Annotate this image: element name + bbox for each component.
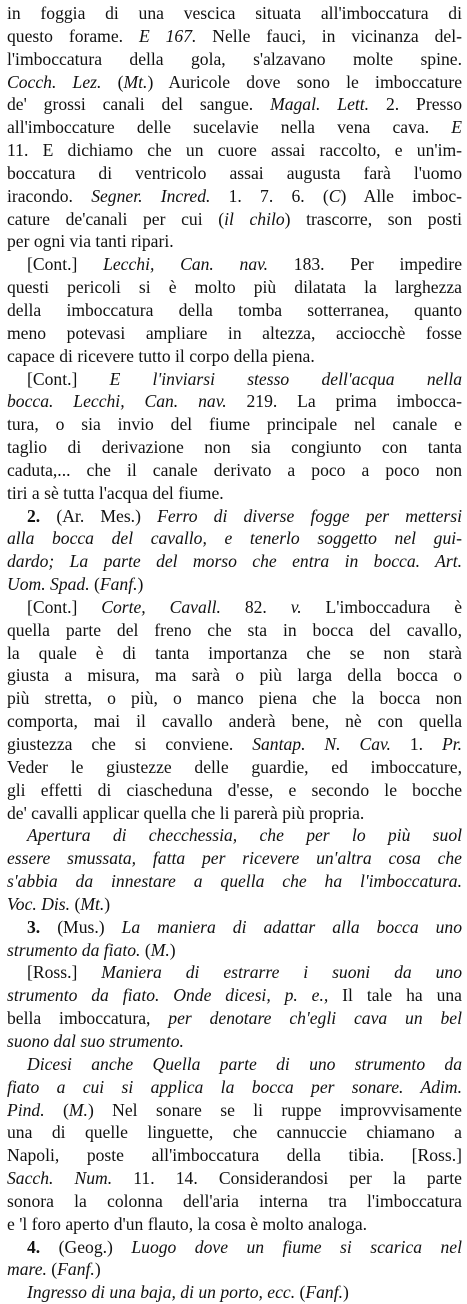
text-segment: 11. 14. Considerandosi per la parte	[112, 1168, 462, 1189]
text-segment: 2. Presso	[369, 94, 462, 115]
text-segment: E dichiamo che un cuore assai raccolto, e un'im-	[28, 140, 462, 161]
text-segment: 219. La prima imbocca-	[226, 391, 462, 412]
text-segment: (	[140, 939, 151, 960]
text-segment: (	[46, 1259, 58, 1280]
text-segment: della imboccatura della tomba sotterranea, quanto	[7, 299, 462, 320]
text-line	[7, 1076, 462, 1099]
italic-text: M.	[68, 1099, 88, 1120]
italic-text: Cocch. Lez.	[7, 71, 102, 92]
text-segment: ) Alle imboc-	[340, 185, 462, 206]
text-line	[7, 116, 462, 139]
italic-text: Voc. Dis.	[7, 893, 71, 914]
text-line	[7, 550, 462, 573]
text-line	[7, 162, 462, 185]
italic-text: La maniera di adattar alla bocca uno	[121, 916, 462, 937]
text-line	[7, 596, 462, 619]
text-line	[7, 1099, 462, 1122]
text-line	[7, 230, 462, 253]
italic-text: Fanf.	[305, 1282, 344, 1303]
text-segment: )	[94, 1259, 101, 1280]
italic-text: C	[328, 185, 341, 206]
text-line	[7, 185, 462, 208]
text-line	[7, 436, 462, 459]
italic-text: fiato a cui si applica la bocca per sonare. Adim.	[7, 1076, 462, 1097]
text-line	[7, 1030, 462, 1053]
italic-text: alla bocca del cavallo, e tenerlo soggetto nel gui-	[7, 528, 462, 549]
text-line	[7, 847, 462, 870]
text-line	[7, 687, 462, 710]
text-segment: )	[343, 1282, 349, 1303]
text-segment: e 'l foro aperto d'un flauto, la cosa è molto analoga.	[7, 1213, 368, 1234]
text-segment: Veder le giustezze delle guardie, ed imboccature,	[7, 756, 462, 777]
text-line	[7, 459, 462, 482]
text-segment: boccatura di ventricolo assai augusta farà l'uomo	[7, 162, 462, 183]
italic-text: bocca. Lecchi, Can. nav.	[7, 391, 227, 412]
text-segment: )	[104, 893, 111, 914]
text-line	[7, 733, 462, 756]
italic-text: Sacch. Num.	[7, 1168, 113, 1189]
text-segment: gli effetti di ciascheduna d'esse, e secondo le bocche	[7, 779, 462, 800]
text-line	[7, 1053, 462, 1076]
italic-text: Ingresso di una baja, di un porto, ecc.	[27, 1282, 296, 1303]
text-segment: ) trascorre, son posti	[284, 208, 462, 229]
sense-number: 2.	[27, 505, 41, 526]
italic-text: strumento da fiato. Onde dicesi, p. e.,	[7, 985, 329, 1006]
text-line	[7, 527, 462, 550]
text-segment: 1.	[390, 734, 442, 754]
italic-text: Ferro di diverse fogge per mettersi	[157, 505, 462, 526]
text-segment: (	[295, 1282, 306, 1303]
italic-text: M.	[150, 939, 170, 960]
text-segment: la quale è di tanta importanza che se non starà	[7, 642, 462, 663]
italic-text: Mt.	[123, 71, 148, 92]
text-segment: (	[70, 893, 81, 914]
text-segment: (Ar. Mes.)	[40, 505, 158, 526]
italic-text: Pr.	[441, 734, 462, 754]
text-segment: )	[137, 574, 144, 595]
text-segment: L'imboccadura è	[301, 596, 462, 617]
italic-text: Fanf.	[99, 574, 138, 595]
italic-text: essere smussata, fatta per ricevere un'altra cosa che	[7, 848, 462, 869]
text-segment: 11.	[7, 140, 29, 161]
text-line	[7, 1121, 462, 1144]
italic-text: Maniera di estrarre i suoni da uno	[101, 962, 462, 983]
text-segment: cature de'canali per cui (	[7, 208, 225, 229]
text-segment: (Mus.)	[40, 916, 122, 937]
text-line	[7, 2, 462, 25]
text-line	[7, 756, 462, 779]
text-line	[7, 802, 462, 825]
italic-text: dardo; La parte del morso che entra in bocca. Art.	[7, 551, 462, 572]
text-segment: questo forame.	[7, 25, 139, 46]
italic-text: Uom. Spad.	[7, 574, 90, 595]
italic-text: Fanf.	[57, 1259, 95, 1280]
text-line	[7, 253, 462, 276]
text-line	[7, 390, 462, 413]
text-line	[7, 322, 462, 345]
text-segment: caduta,... che il canale derivato a poco a poco non	[7, 459, 462, 480]
text-segment: taglio di derivazione non sia congiunto con tanta	[7, 437, 462, 458]
text-line	[7, 710, 462, 733]
text-segment: (	[89, 574, 100, 595]
text-line	[7, 276, 462, 299]
italic-text: E	[451, 117, 462, 138]
text-line	[7, 93, 462, 116]
text-segment: [Cont.]	[27, 368, 110, 389]
text-segment: iracondo.	[7, 185, 92, 206]
text-line	[7, 642, 462, 665]
italic-text: strumento da fiato.	[7, 939, 141, 960]
text-line	[7, 664, 462, 687]
text-segment: meno potevasi ampliare in altezza, acciocchè fosse	[7, 322, 462, 343]
text-line	[7, 1258, 462, 1281]
text-line	[7, 961, 462, 984]
italic-text: mare.	[7, 1259, 47, 1280]
text-line	[7, 1167, 462, 1190]
italic-text: E l'inviarsi stesso dell'acqua nella	[109, 368, 462, 389]
text-line	[7, 619, 462, 642]
text-line	[7, 71, 462, 94]
text-line	[7, 984, 462, 1007]
text-segment: ) Nel sonare se li ruppe improvvisamente	[87, 1099, 462, 1120]
text-segment: giustezza che si conviene.	[7, 734, 253, 754]
text-segment: l'imboccatura della gola, s'alzavano molte spine.	[7, 48, 462, 69]
text-line	[7, 1190, 462, 1213]
italic-text: Santap. N. Cav.	[252, 734, 391, 754]
text-line	[7, 1213, 462, 1236]
text-segment: in foggia di una vescica situata all'imboccatura di	[7, 3, 462, 23]
text-segment: 1. 7. 6. (	[210, 185, 329, 206]
text-line	[7, 208, 462, 231]
text-line	[7, 893, 462, 916]
italic-text: v.	[290, 596, 302, 617]
text-line	[7, 939, 462, 962]
text-segment: [Ross.]	[27, 962, 102, 983]
text-segment: capace di ricevere tutto il corpo della piena.	[7, 345, 315, 366]
sense-number: 3.	[27, 916, 41, 937]
text-line	[7, 25, 462, 48]
text-segment: una di quelle linguette, che cannuccie chiamano a	[7, 1122, 462, 1143]
text-segment: tiri a sè tutta l'acqua del fiume.	[7, 482, 224, 503]
text-line	[7, 299, 462, 322]
italic-text: Apertura di checchessia, che per lo più suol	[27, 825, 462, 846]
text-line	[7, 413, 462, 436]
text-line	[7, 1007, 462, 1030]
text-segment: sonora la colonna dell'aria interna tra l'imboccatura	[7, 1190, 462, 1211]
italic-text: Mt.	[80, 893, 105, 914]
text-segment: 183. Per impedire	[268, 254, 462, 275]
text-line	[7, 48, 462, 71]
italic-text: Corte, Cavall.	[101, 596, 221, 617]
text-line	[7, 345, 462, 368]
italic-text: Dicesi anche Quella parte di uno strumento da	[27, 1053, 462, 1074]
text-line	[7, 916, 462, 939]
italic-text: Magal. Lett.	[270, 94, 370, 115]
sense-number: 4.	[27, 1236, 41, 1257]
text-segment: quella parte del freno che sta in bocca del cavallo,	[7, 619, 462, 640]
text-line	[7, 573, 462, 596]
italic-text: suono dal suo strumento.	[7, 1030, 184, 1051]
text-line	[7, 505, 462, 528]
text-segment: questi pericoli si è molto più dilatata la larghezza	[7, 277, 462, 298]
text-segment: (	[101, 71, 124, 92]
text-segment: all'imboccature delle sucelavie nella vena cava.	[7, 117, 452, 138]
text-segment: per ogni via tanti ripari.	[7, 231, 174, 252]
italic-text: E 167.	[138, 25, 197, 46]
text-segment: Napoli, poste all'imboccatura della tibia. [Ross.]	[7, 1145, 462, 1166]
text-line	[7, 482, 462, 505]
text-segment: più stretta, o più, o manco piena che la bocca non	[7, 688, 462, 709]
text-segment: Nelle fauci, in vicinanza del-	[196, 25, 462, 46]
text-segment: )	[169, 939, 176, 960]
text-segment: [Cont.]	[27, 254, 104, 275]
text-segment: 82.	[220, 596, 291, 617]
italic-text: il chilo	[224, 208, 285, 229]
text-segment: (Geog.)	[40, 1236, 132, 1257]
text-line	[7, 1236, 462, 1259]
text-segment: tura, o sia invio del fiume principale nel canale e	[7, 414, 462, 435]
text-segment: Il tale ha una	[328, 985, 462, 1006]
italic-text: Pind.	[7, 1099, 45, 1120]
text-segment: de' cavalli applicar quella che li parerà più propria.	[7, 802, 365, 823]
text-line	[7, 1281, 462, 1304]
italic-text: s'abbia da innestare a quella che ha l'imboccatura.	[7, 871, 462, 892]
italic-text: Luogo dove un fiume si scarica nel	[131, 1236, 462, 1257]
text-line	[7, 139, 462, 162]
text-segment: comporta, mai il cavallo anderà bene, nè con quella	[7, 711, 462, 732]
text-segment: bella imboccatura,	[7, 1008, 169, 1029]
text-segment: giusta a misura, ma sarà o più larga della bocca o	[7, 665, 462, 686]
text-line	[7, 1144, 462, 1167]
italic-text: per denotare ch'egli cava un bel	[168, 1008, 462, 1029]
text-line	[7, 824, 462, 847]
text-segment: de' grossi canali del sangue.	[7, 94, 271, 115]
italic-text: Segner. Incred.	[91, 185, 211, 206]
text-segment: [Cont.]	[27, 596, 102, 617]
text-line	[7, 870, 462, 893]
text-line	[7, 779, 462, 802]
text-segment: (	[44, 1099, 69, 1120]
italic-text: Lecchi, Can. nav.	[103, 254, 269, 275]
text-segment: ) Auricole dove sono le imboccature	[147, 71, 462, 92]
text-line	[7, 368, 462, 391]
